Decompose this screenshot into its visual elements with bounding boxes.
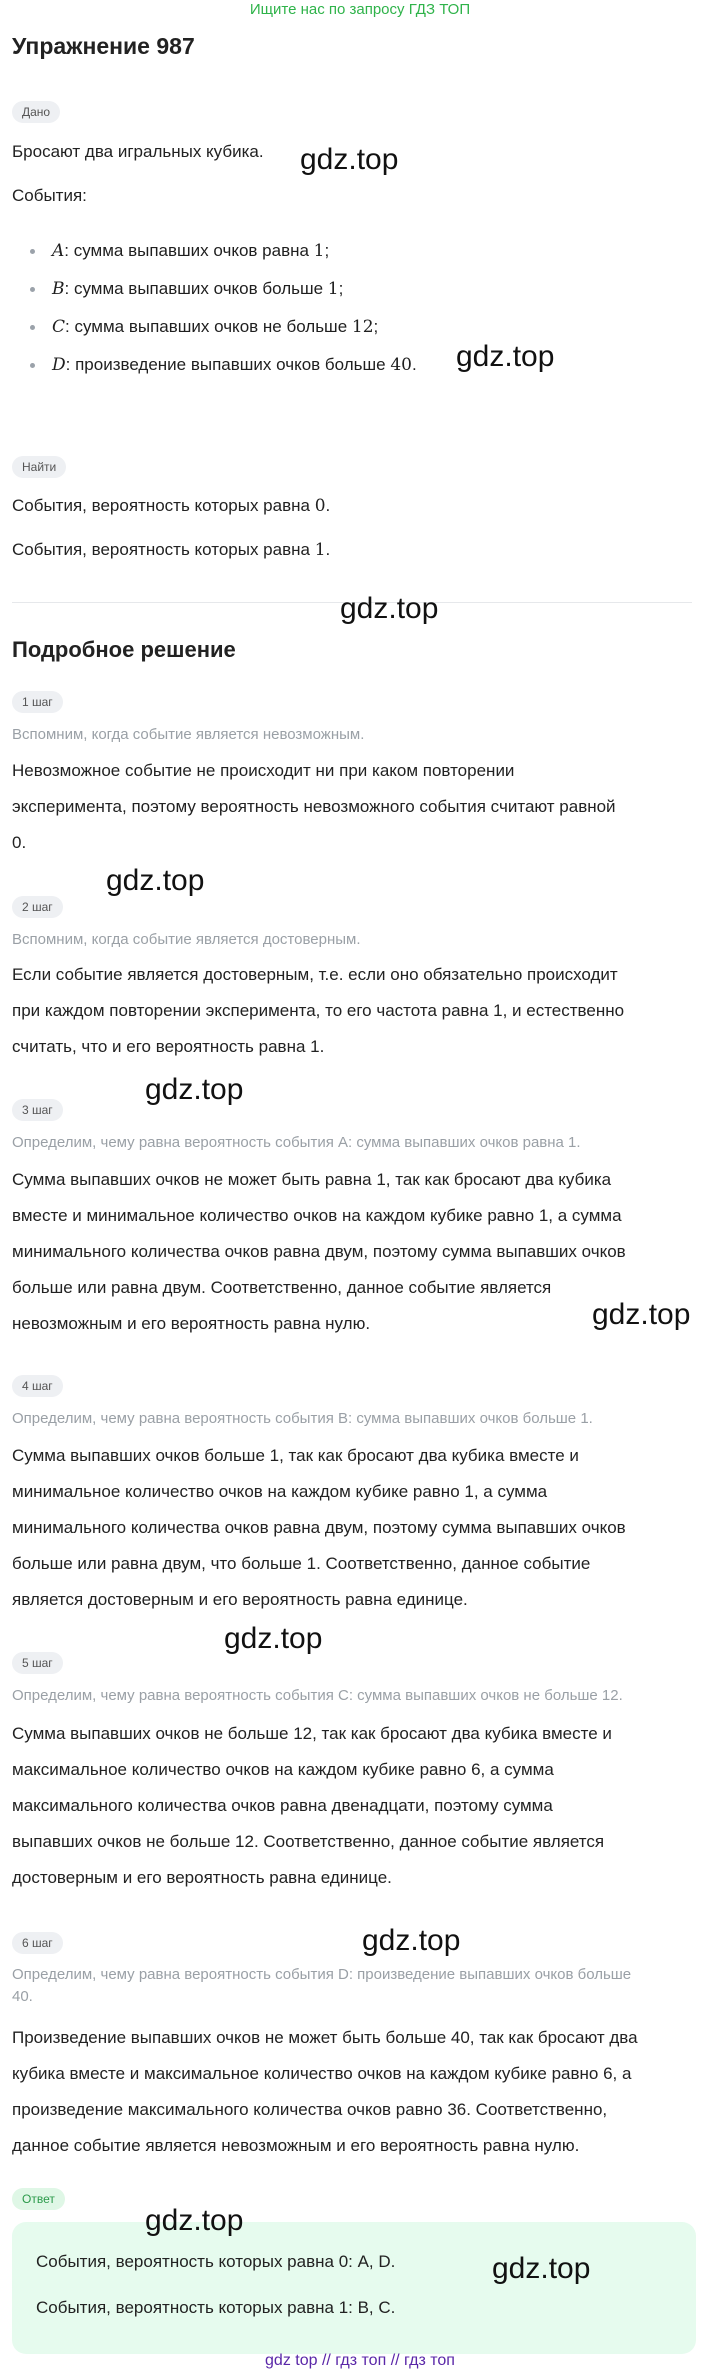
watermark: gdz.top (456, 340, 555, 373)
watermark: gdz.top (106, 864, 205, 897)
step-badge: 6 шаг (12, 1932, 63, 1954)
step-badge: 3 шаг (12, 1099, 63, 1121)
footer-links[interactable]: gdz top // гдз топ // гдз топ (265, 2352, 455, 2369)
step-text: Невозможное событие не происходит ни при каком повторении эксперимента, поэтому вероятность невозможного события считают равной 0. (12, 761, 616, 852)
answer-badge: Ответ (12, 2188, 65, 2210)
step-badge: 4 шаг (12, 1375, 63, 1397)
exercise-title: Упражнение 987 (12, 33, 195, 59)
step-hint: Определим, чему равна вероятность события B: сумма выпавших очков больше 1. (12, 1410, 593, 1427)
list-item: D: произведение выпавших очков больше 40. (30, 346, 690, 384)
given-badge: Дано (12, 101, 60, 123)
list-item: A: сумма выпавших очков равна 1; (30, 232, 690, 270)
find-line-1: События, вероятность которых равна 0. (12, 496, 331, 516)
step-badge: 5 шаг (12, 1652, 63, 1674)
step-hint: Определим, чему равна вероятность события C: сумма выпавших очков не больше 12. (12, 1687, 623, 1704)
top-banner[interactable]: Ищите нас по запросу ГДЗ ТОП (249, 1, 471, 18)
step-text: Сумма выпавших очков больше 1, так как бросают два кубика вместе и минимальное количество очков на каждом кубике равно 1, а сумма минимального количества очков равна двум, поэтому сумма выпавших очков больше или равна двум, что больше 1. Соответственно, данное событие является достоверным и его вероятность равна единице. (12, 1446, 626, 1609)
watermark: gdz.top (224, 1622, 323, 1655)
watermark: gdz.top (340, 592, 439, 625)
answer-box (12, 2222, 696, 2354)
step-text: Сумма выпавших очков не больше 12, так как бросают два кубика вместе и максимальное количество очков на каждом кубике равно 6, а сумма максимального количества очков равна двенадцати, поэтому сумма выпавших очков не больше 12. Соответственно, данное событие является достоверным и его вероятность равна единице. (12, 1724, 612, 1887)
given-text: Бросают два игральных кубика. (12, 142, 264, 161)
step-badge: 2 шаг (12, 896, 63, 918)
step-text: Если событие является достоверным, т.е. если оно обязательно происходит при каждом повторении эксперимента, то его частота равна 1, и естественно считать, что и его вероятность равна 1. (12, 965, 625, 1056)
find-line-2: События, вероятность которых равна 1. (12, 540, 331, 560)
step-hint: Определим, чему равна вероятность события D: произведение выпавших очков больше 40. (12, 1966, 632, 2005)
step-text: Сумма выпавших очков не может быть равна 1, так как бросают два кубика вместе и минимальное количество очков на каждом кубике равно 1, а сумма минимального количества очков равна двум, поэтому сумма выпавших очков больше или равна двум. Соответственно, данное событие является невозможным и его вероятность равна нулю. (12, 1170, 626, 1333)
step-text: Произведение выпавших очков не может быть больше 40, так как бросают два кубика вместе и максимальное количество очков на каждом кубике равно 6, а произведение максимального количества очков равно 36. Соответственно, данное событие является невозможным и его вероятность равна нулю. (12, 2028, 638, 2155)
list-item: C: сумма выпавших очков не больше 12; (30, 308, 690, 346)
list-item: B: сумма выпавших очков больше 1; (30, 270, 690, 308)
watermark: gdz.top (145, 1073, 244, 1106)
step-hint: Определим, чему равна вероятность события A: сумма выпавших очков равна 1. (12, 1134, 581, 1151)
answer-line-2: События, вероятность которых равна 1: B, C. (36, 2298, 396, 2317)
step-hint: Вспомним, когда событие является достоверным. (12, 931, 361, 948)
watermark: gdz.top (492, 2252, 591, 2285)
events-label: События: (12, 186, 87, 205)
events-list (30, 232, 690, 384)
find-badge: Найти (12, 456, 66, 478)
step-badge: 1 шаг (12, 691, 63, 713)
solution-title: Подробное решение (12, 637, 236, 662)
watermark: gdz.top (592, 1298, 691, 1331)
watermark: gdz.top (145, 2204, 244, 2237)
watermark: gdz.top (362, 1924, 461, 1957)
watermark: gdz.top (300, 143, 399, 176)
answer-line-1: События, вероятность которых равна 0: A, D. (36, 2252, 396, 2271)
step-hint: Вспомним, когда событие является невозможным. (12, 726, 365, 743)
